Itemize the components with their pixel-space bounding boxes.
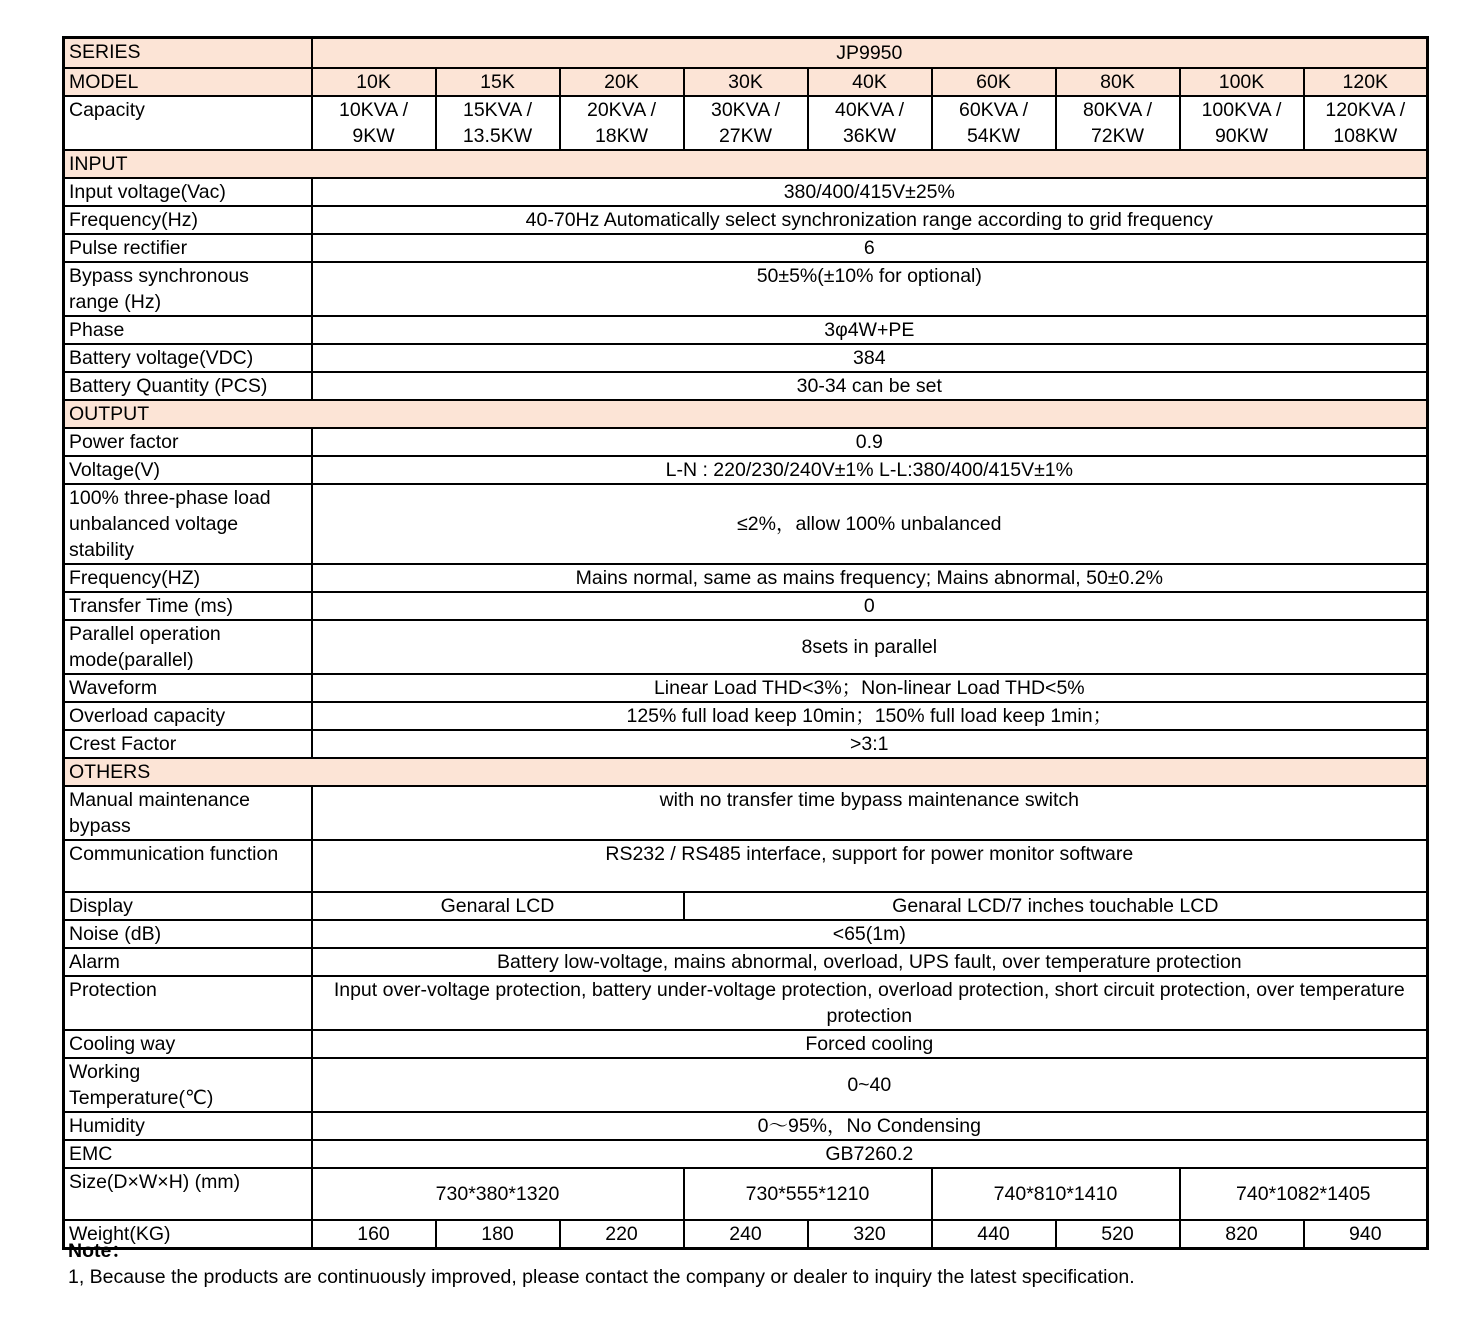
row-value: Mains normal, same as mains frequency; Mains abnormal, 50±0.2% bbox=[312, 564, 1428, 592]
section-output-heading: OUTPUT bbox=[64, 400, 1428, 428]
row-value: 125% full load keep 10min；150% full load keep 1min； bbox=[312, 702, 1428, 730]
spec-table bbox=[62, 36, 1429, 1250]
spec-row bbox=[64, 234, 1428, 262]
note-line: 1, Because the products are continuously improved, please contact the company or dealer to inquiry the latest specification. bbox=[68, 1266, 1135, 1288]
spec-row bbox=[64, 344, 1428, 372]
spec-row bbox=[64, 592, 1428, 620]
section-others-heading: OTHERS bbox=[64, 758, 1428, 786]
row-value: 6 bbox=[312, 234, 1428, 262]
spec-row bbox=[64, 730, 1428, 758]
capacity-kw: 108KW bbox=[1333, 124, 1398, 147]
row-value: 0～95%，No Condensing bbox=[312, 1112, 1428, 1140]
row-value: RS232 / RS485 interface, support for power monitor software bbox=[312, 840, 1428, 892]
row-label: Phase bbox=[64, 316, 312, 344]
row-value: Battery low-voltage, mains abnormal, overload, UPS fault, over temperature protection bbox=[312, 948, 1428, 976]
capacity-kva: 120KVA / bbox=[1325, 98, 1406, 121]
spec-table-container bbox=[62, 36, 1426, 1250]
display-value-a: Genaral LCD bbox=[312, 892, 684, 920]
row-value: 3φ4W+PE bbox=[312, 316, 1428, 344]
model-cell: 10K bbox=[312, 68, 436, 96]
capacity-label: Capacity bbox=[64, 96, 312, 150]
spec-row bbox=[64, 1140, 1428, 1168]
row-label-line: stability bbox=[69, 538, 135, 561]
section-input-heading: INPUT bbox=[64, 150, 1428, 178]
row-value: >3:1 bbox=[312, 730, 1428, 758]
capacity-cell bbox=[312, 96, 436, 150]
row-label: Input voltage(Vac) bbox=[64, 178, 312, 206]
capacity-kw: 36KW bbox=[842, 124, 897, 147]
capacity-cell bbox=[1304, 96, 1428, 150]
capacity-kva: 20KVA / bbox=[586, 98, 657, 121]
capacity-kva: 40KVA / bbox=[834, 98, 905, 121]
row-label: Transfer Time (ms) bbox=[64, 592, 312, 620]
capacity-cell bbox=[684, 96, 808, 150]
capacity-kva: 15KVA / bbox=[462, 98, 533, 121]
row-label: Display bbox=[64, 892, 312, 920]
capacity-kva: 80KVA / bbox=[1082, 98, 1153, 121]
row-label: Noise (dB) bbox=[64, 920, 312, 948]
model-cell: 15K bbox=[436, 68, 560, 96]
spec-row bbox=[64, 948, 1428, 976]
row-value: 0~40 bbox=[312, 1058, 1428, 1112]
row-label-line: mode(parallel) bbox=[69, 648, 194, 671]
row-label bbox=[64, 620, 312, 674]
row-label: Cooling way bbox=[64, 1030, 312, 1058]
row-label-line: Bypass synchronous bbox=[69, 264, 249, 287]
spec-row bbox=[64, 892, 1428, 920]
row-value: with no transfer time bypass maintenance switch bbox=[312, 786, 1428, 840]
row-label bbox=[64, 1058, 312, 1112]
row-label: Pulse rectifier bbox=[64, 234, 312, 262]
spec-row bbox=[64, 262, 1428, 316]
row-value: 384 bbox=[312, 344, 1428, 372]
model-cell: 120K bbox=[1304, 68, 1428, 96]
spec-row bbox=[64, 702, 1428, 730]
model-cell: 30K bbox=[684, 68, 808, 96]
size-value: 730*555*1210 bbox=[684, 1168, 932, 1220]
model-row bbox=[64, 68, 1428, 96]
capacity-kw: 18KW bbox=[594, 124, 649, 147]
row-value: 50±5%(±10% for optional) bbox=[312, 262, 1428, 316]
row-label-line: Parallel operation bbox=[69, 622, 221, 645]
row-label: Frequency(Hz) bbox=[64, 206, 312, 234]
row-value: Input over-voltage protection, battery under-voltage protection, overload protection, short circuit protection, over temperature protection bbox=[312, 976, 1428, 1030]
capacity-cell bbox=[932, 96, 1056, 150]
spec-row bbox=[64, 920, 1428, 948]
row-label-line: range (Hz) bbox=[69, 290, 162, 313]
row-label-line: Temperature(℃) bbox=[69, 1086, 214, 1109]
spec-row bbox=[64, 976, 1428, 1030]
spec-row bbox=[64, 1112, 1428, 1140]
weight-value: 220 bbox=[560, 1220, 684, 1249]
row-value: 0.9 bbox=[312, 428, 1428, 456]
spec-row bbox=[64, 564, 1428, 592]
spec-row bbox=[64, 178, 1428, 206]
note-block bbox=[68, 1238, 1135, 1290]
section-output-row bbox=[64, 400, 1428, 428]
row-value: 8sets in parallel bbox=[312, 620, 1428, 674]
size-value: 730*380*1320 bbox=[312, 1168, 684, 1220]
series-value: JP9950 bbox=[312, 38, 1428, 68]
spec-row bbox=[64, 1168, 1428, 1220]
weight-value: 440 bbox=[932, 1220, 1056, 1249]
capacity-cell bbox=[1056, 96, 1180, 150]
capacity-kva: 100KVA / bbox=[1201, 98, 1282, 121]
row-label: Crest Factor bbox=[64, 730, 312, 758]
weight-value: 320 bbox=[808, 1220, 932, 1249]
row-label: Frequency(HZ) bbox=[64, 564, 312, 592]
capacity-cell bbox=[1180, 96, 1304, 150]
row-value: ≤2%，allow 100% unbalanced bbox=[312, 484, 1428, 564]
row-value: <65(1m) bbox=[312, 920, 1428, 948]
row-label-line: unbalanced voltage bbox=[69, 512, 239, 535]
series-row bbox=[64, 38, 1428, 68]
capacity-cell bbox=[436, 96, 560, 150]
row-label-line: Manual maintenance bbox=[69, 788, 251, 811]
row-label: Overload capacity bbox=[64, 702, 312, 730]
spec-row bbox=[64, 428, 1428, 456]
row-label: Battery Quantity (PCS) bbox=[64, 372, 312, 400]
row-label: Power factor bbox=[64, 428, 312, 456]
capacity-cell bbox=[560, 96, 684, 150]
weight-value: 940 bbox=[1304, 1220, 1428, 1249]
row-label: EMC bbox=[64, 1140, 312, 1168]
model-cell: 100K bbox=[1180, 68, 1304, 96]
row-value: 30-34 can be set bbox=[312, 372, 1428, 400]
weight-value: 520 bbox=[1056, 1220, 1180, 1249]
row-label: Size(D×W×H) (mm) bbox=[64, 1168, 312, 1220]
capacity-kw: 54KW bbox=[966, 124, 1021, 147]
size-value: 740*1082*1405 bbox=[1180, 1168, 1428, 1220]
row-label-line: 100% three-phase load bbox=[69, 486, 271, 509]
spec-row bbox=[64, 484, 1428, 564]
weight-value: 820 bbox=[1180, 1220, 1304, 1249]
row-label: Communication function bbox=[64, 840, 312, 892]
row-label: Alarm bbox=[64, 948, 312, 976]
row-label bbox=[64, 786, 312, 840]
section-others-row bbox=[64, 758, 1428, 786]
series-label: SERIES bbox=[64, 38, 312, 68]
row-value: 380/400/415V±25% bbox=[312, 178, 1428, 206]
row-value: Linear Load THD<3%；Non-linear Load THD<5% bbox=[312, 674, 1428, 702]
spec-row bbox=[64, 620, 1428, 674]
row-value: 40-70Hz Automatically select synchronization range according to grid frequency bbox=[312, 206, 1428, 234]
row-label bbox=[64, 484, 312, 564]
spec-row bbox=[64, 840, 1428, 892]
spec-row bbox=[64, 456, 1428, 484]
section-input-row bbox=[64, 150, 1428, 178]
row-label: Protection bbox=[64, 976, 312, 1030]
row-value: Forced cooling bbox=[312, 1030, 1428, 1058]
spec-row bbox=[64, 372, 1428, 400]
row-label-line: Working bbox=[69, 1060, 141, 1083]
model-cell: 80K bbox=[1056, 68, 1180, 96]
capacity-kw: 90KW bbox=[1214, 124, 1269, 147]
capacity-row bbox=[64, 96, 1428, 150]
model-cell: 60K bbox=[932, 68, 1056, 96]
capacity-kva: 60KVA / bbox=[958, 98, 1029, 121]
capacity-kw: 27KW bbox=[718, 124, 773, 147]
spec-row bbox=[64, 786, 1428, 840]
note-title: Note： bbox=[68, 1240, 131, 1262]
capacity-kw: 9KW bbox=[352, 124, 395, 147]
row-value: L-N : 220/230/240V±1% L-L:380/400/415V±1% bbox=[312, 456, 1428, 484]
row-label: Voltage(V) bbox=[64, 456, 312, 484]
capacity-kva: 10KVA / bbox=[338, 98, 409, 121]
row-label bbox=[64, 262, 312, 316]
row-label: Waveform bbox=[64, 674, 312, 702]
spec-row bbox=[64, 206, 1428, 234]
capacity-kva: 30KVA / bbox=[710, 98, 781, 121]
weight-value: 180 bbox=[436, 1220, 560, 1249]
row-value: GB7260.2 bbox=[312, 1140, 1428, 1168]
capacity-kw: 72KW bbox=[1090, 124, 1145, 147]
capacity-cell bbox=[808, 96, 932, 150]
row-label: Battery voltage(VDC) bbox=[64, 344, 312, 372]
spec-row bbox=[64, 316, 1428, 344]
row-value: 0 bbox=[312, 592, 1428, 620]
spec-row bbox=[64, 674, 1428, 702]
row-label: Humidity bbox=[64, 1112, 312, 1140]
row-label-line: bypass bbox=[69, 814, 131, 837]
size-value: 740*810*1410 bbox=[932, 1168, 1180, 1220]
weight-value: 160 bbox=[312, 1220, 436, 1249]
capacity-kw: 13.5KW bbox=[462, 124, 533, 147]
display-value-b: Genaral LCD/7 inches touchable LCD bbox=[684, 892, 1428, 920]
spec-row bbox=[64, 1058, 1428, 1112]
weight-value: 240 bbox=[684, 1220, 808, 1249]
model-label: MODEL bbox=[64, 68, 312, 96]
model-cell: 40K bbox=[808, 68, 932, 96]
row-label: Weight(KG) bbox=[64, 1220, 312, 1249]
model-cell: 20K bbox=[560, 68, 684, 96]
spec-row bbox=[64, 1030, 1428, 1058]
